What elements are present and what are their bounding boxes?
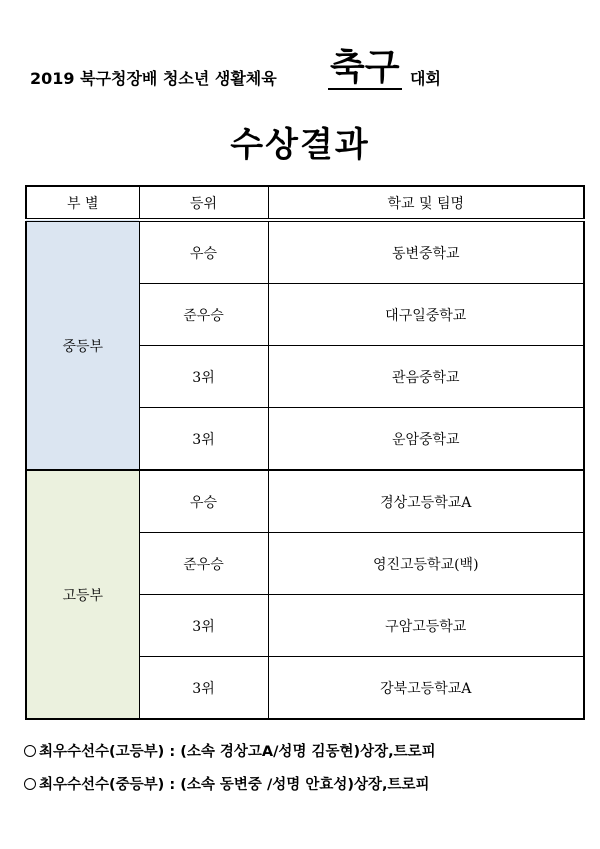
results-table: [25, 185, 585, 720]
mvp-note-text: 최우수선수(고등부) : (소속 경상고A/성명 김동현)상장,트로피: [39, 744, 436, 760]
team-cell: 대구일중학교: [268, 284, 584, 346]
table-row: [26, 470, 584, 533]
team-cell: 경상고등학교A: [268, 470, 584, 533]
mvp-note-high: [24, 738, 584, 771]
rank-cell: 우승: [139, 220, 268, 284]
mvp-note-middle: [24, 771, 584, 804]
event-title-prefix: 2019 북구청장배 청소년 생활체육: [30, 69, 277, 88]
header-division: 부 별: [26, 186, 139, 220]
team-cell: 강북고등학교A: [268, 657, 584, 720]
team-cell: 동변중학교: [268, 220, 584, 284]
event-title-sport: 축구: [330, 47, 400, 88]
circle-bullet-icon: [24, 778, 36, 790]
division-cell-middle: 중등부: [26, 220, 139, 470]
table-row: [26, 220, 584, 284]
mvp-note-text: 최우수선수(중등부) : (소속 동변중 /성명 안효성)상장,트로피: [39, 777, 430, 793]
team-cell: 운암중학교: [268, 408, 584, 471]
rank-cell: 3위: [139, 595, 268, 657]
rank-cell: 3위: [139, 408, 268, 471]
team-cell: 관음중학교: [268, 346, 584, 408]
division-cell-high: 고등부: [26, 470, 139, 719]
rank-cell: 우승: [139, 470, 268, 533]
team-cell: 구암고등학교: [268, 595, 584, 657]
mvp-notes: [24, 738, 584, 804]
header-rank: 등위: [139, 186, 268, 220]
event-title: [30, 48, 570, 98]
rank-cell: 준우승: [139, 533, 268, 595]
rank-cell: 준우승: [139, 284, 268, 346]
event-title-suffix: 대회: [410, 69, 441, 88]
rank-cell: 3위: [139, 346, 268, 408]
page-heading: 수상결과: [230, 125, 370, 165]
table-header-row: [26, 186, 584, 220]
circle-bullet-icon: [24, 745, 36, 757]
team-cell: 영진고등학교(백): [268, 533, 584, 595]
header-team: 학교 및 팀명: [268, 186, 584, 220]
rank-cell: 3위: [139, 657, 268, 720]
